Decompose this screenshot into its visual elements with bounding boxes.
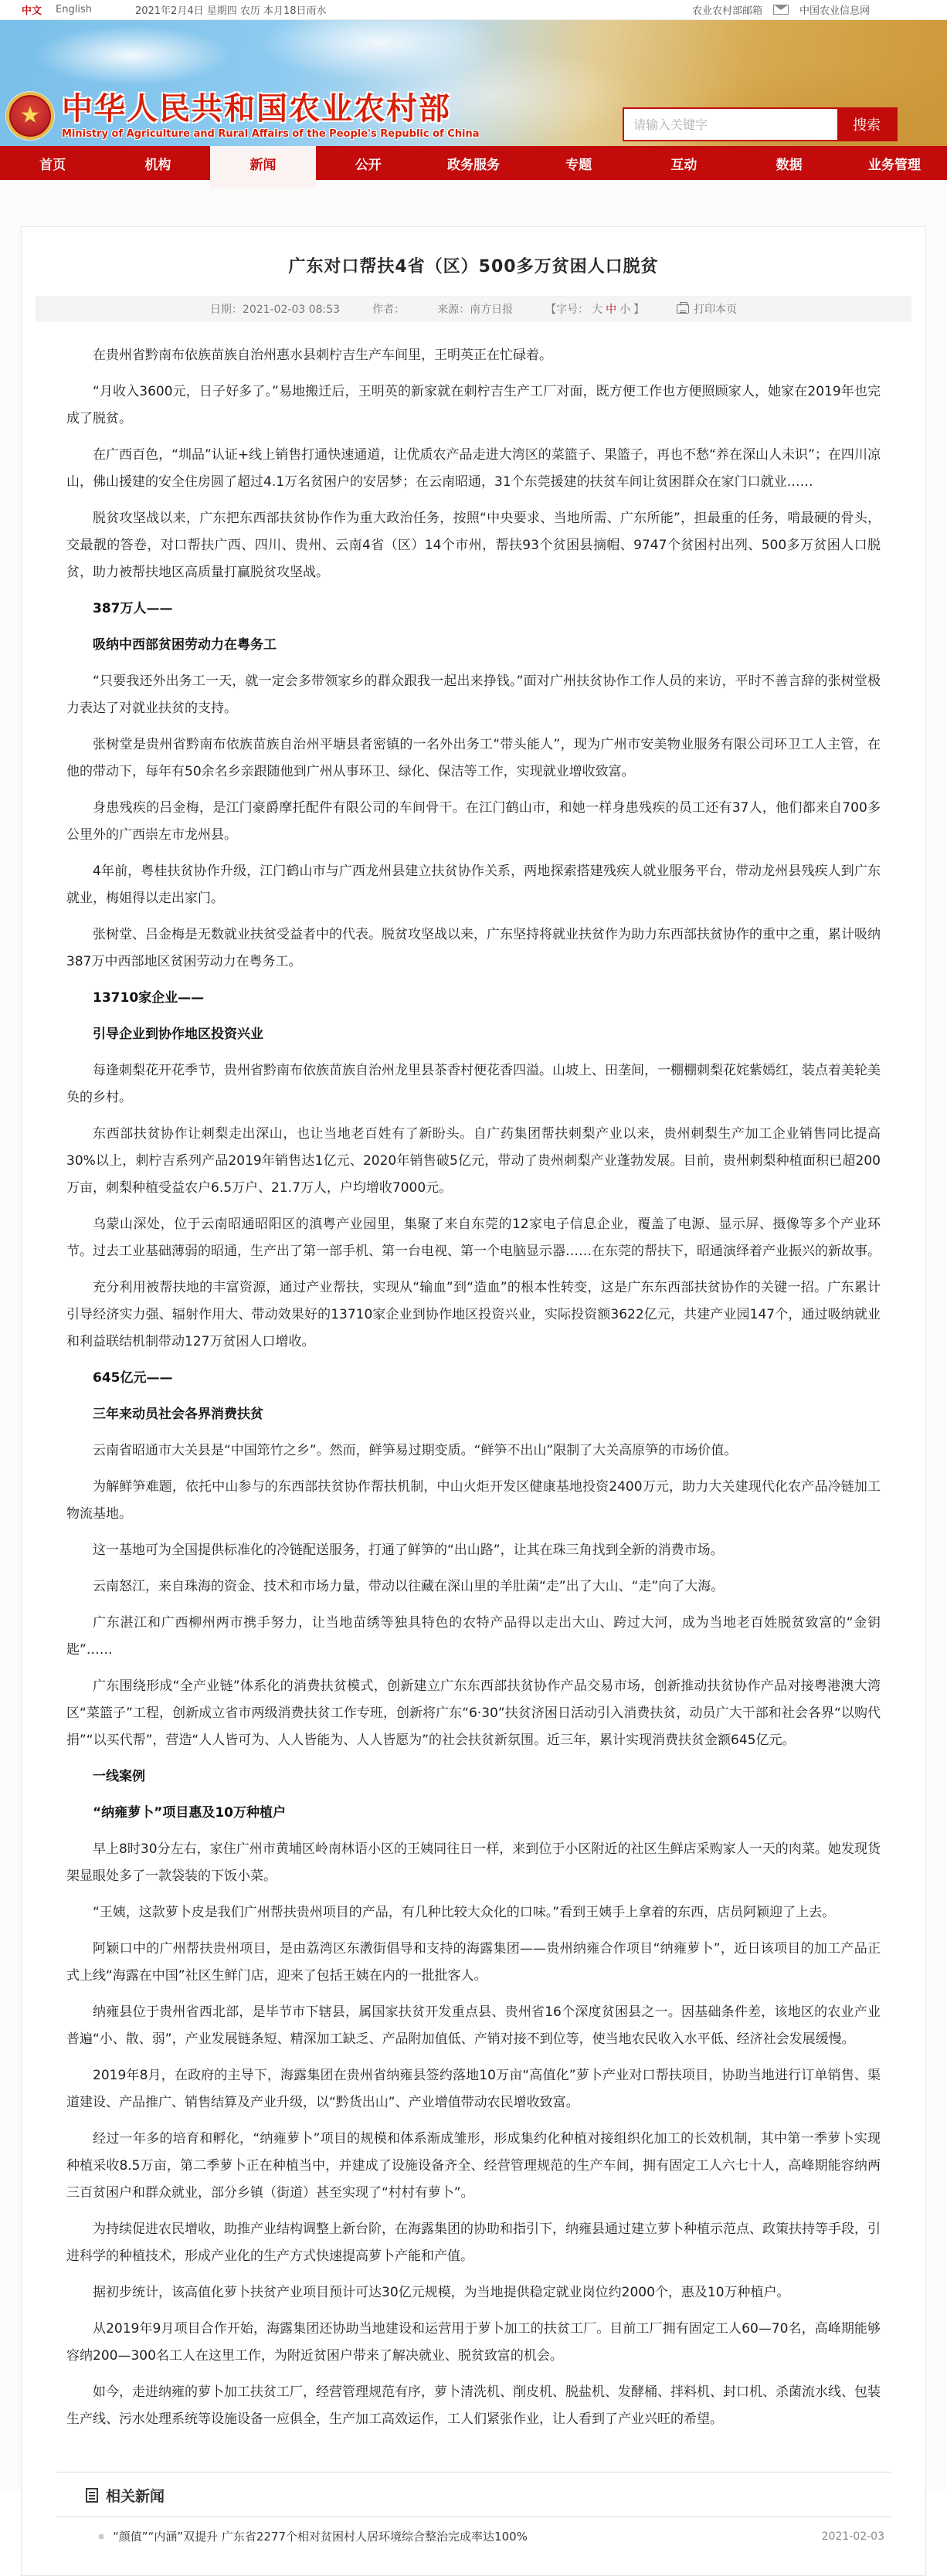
article-paragraph: 阿颖口中的广州帮扶贵州项目，是由荔湾区东漖街倡导和支持的海露集团——贵州纳雍合作项目“纳雍萝卜”，近日该项目的加工产品正式上线“海露在中国”社区生鲜门店，迎来了包括王姨在内的一批批客人。 (66, 1941, 881, 1984)
article-section-heading: 一线案例 (93, 1769, 145, 1784)
article-section-heading: 吸纳中西部贫困劳动力在粤务工 (93, 637, 277, 653)
meta-date: 日期：2021-02-03 08:53 (209, 304, 341, 316)
font-size-small-button[interactable]: 小 (619, 304, 631, 316)
date-text: 2021年2月4日 星期四 农历 本月18日雨水 (134, 5, 327, 17)
font-size-large-button[interactable]: 大 (592, 304, 603, 316)
article-paragraph: 这一基地可为全国提供标准化的冷链配送服务，打通了鲜笋的“出山路”，让其在珠三角找到全新的消费市场。 (93, 1543, 724, 1558)
nav-item-政务服务[interactable]: 政务服务 (446, 157, 500, 173)
article-section-heading: 引导企业到协作地区投资兴业 (93, 1027, 263, 1042)
font-size-control (545, 301, 644, 317)
article-paragraph: 张树堂是贵州省黔南布依族苗族自治州平塘县者密镇的一名外出务工“带头能人”，现为广州市安美物业服务有限公司环卫工人主管，在他的带动下，每年有50余名乡亲跟随他到广州从事环卫、绿化、保洁等工作，实现就业增收致富。 (66, 737, 881, 779)
nav-item-首页[interactable]: 首页 (39, 157, 66, 173)
nav-item-公开[interactable]: 公开 (355, 157, 382, 173)
article-paragraph: 张树堂、吕金梅是无数就业扶贫受益者中的代表。脱贫攻坚战以来，广东坚持将就业扶贫作为助力东西部扶贫协作的重中之重，累计吸纳387万中西部地区贫困劳动力在粤务工。 (66, 927, 881, 969)
envelope-icon[interactable] (773, 5, 789, 15)
header-banner (0, 20, 947, 146)
site-subtitle: Ministry of Agriculture and Rural Affairs of the People's Republic of China (62, 128, 480, 140)
article-paragraph: 脱贫攻坚战以来，广东把东西部扶贫协作作为重大政治任务，按照“中央要求、当地所需、广东所能”，担最重的任务，啃最硬的骨头，交最靓的答卷，对口帮扶广西、四川、贵州、云南4省（区）14个市州，帮扶93个贫困县摘帽、9747个贫困村出列、500多万贫困人口脱贫，助力被帮扶地区高质量打赢脱贫攻坚战。 (66, 511, 881, 580)
font-size-medium-button[interactable]: 中 (606, 304, 617, 316)
main-nav (0, 146, 947, 180)
article-section-heading: 645亿元—— (93, 1370, 173, 1386)
language-en-link[interactable]: English (56, 4, 92, 15)
font-size-prefix: 【字号： (545, 304, 589, 316)
article-paragraph: 经过一年多的培育和孵化，“纳雍萝卜”项目的规模和体系渐成雏形，形成集约化种植对接组织化加工的长效机制，其中第一季萝卜实现种植采收8.5万亩，第二季萝卜正在种植当中，并建成了设施设备齐全、经营管理规范的生产车间，拥有固定工人六七十人，高峰期能容纳两三百贫困户和群众就业，部分乡镇（街道）甚至实现了“村村有萝卜”。 (66, 2131, 881, 2201)
article-meta-bar (36, 296, 911, 322)
national-emblem-logo (6, 92, 54, 140)
related-news-item[interactable] (99, 2528, 884, 2544)
printer-icon (677, 304, 689, 314)
nav-item-新闻[interactable]: 新闻 (210, 146, 315, 180)
article-section-heading: 三年来动员社会各界消费扶贫 (93, 1407, 263, 1422)
article-paragraph: 为持续促进农民增收，助推产业结构调整上新台阶，在海露集团的协助和指引下，纳雍县通过建立萝卜种植示范点、政策扶持等手段，引进科学的种植技术，形成产业化的生产方式快速提高萝卜产能和产值。 (66, 2221, 881, 2264)
star-icon: ★ (19, 101, 41, 129)
nav-item-业务管理[interactable]: 业务管理 (867, 157, 921, 173)
article-paragraph: 广东湛江和广西柳州两市携手努力，让当地苗绣等独具特色的农特产品得以走出大山、跨过大河，成为当地老百姓脱贫致富的“金钥匙”…… (66, 1615, 881, 1658)
article-paragraph: 广东围绕形成“全产业链”体系化的消费扶贫模式，创新建立广东东西部扶贫协作产品交易市场，创新推动扶贫协作产品对接粤港澳大湾区“菜篮子”工程，创新成立省市两级消费扶贫工作专班，创新将广东“6·30”扶贫济困日活动引入消费扶贫，动员广大干部和社会各界“以购代捐”“以买代帮”，营造“人人皆可为、人人皆能为、人人皆愿为”的社会扶贫新氛围。近三年，累计实现消费扶贫金额645亿元。 (66, 1678, 881, 1748)
print-label: 打印本页 (694, 304, 738, 316)
article-section-heading: 13710家企业—— (93, 990, 205, 1006)
article-paragraph: 东西部扶贫协作让刺梨走出深山，也让当地老百姓有了新盼头。自广药集团帮扶刺梨产业以来，贵州刺梨生产加工企业销售同比提高30%以上，刺柠吉系列产品2019年销售达1亿元、2020年销售破5亿元，带动了贵州刺梨产业蓬勃发展。目前，贵州刺梨种植面积已超200万亩，刺梨种植受益农户6.5万户、21.7万人，户均增收7000元。 (66, 1126, 881, 1196)
bullet-square-icon (99, 2534, 104, 2539)
article-card (21, 226, 926, 2576)
print-button[interactable] (677, 301, 737, 317)
article-paragraph: 乌蒙山深处，位于云南昭通昭阳区的滇粤产业园里，集聚了来自东莞的12家电子信息企业，覆盖了电源、显示屏、摄像等多个产业环节。过去工业基础薄弱的昭通，生产出了第一部手机、第一台电视、第一个电脑显示器……在东莞的帮扶下，昭通演绎着产业振兴的新故事。 (66, 1217, 881, 1259)
related-news-link[interactable]: “颜值”“内涵”双提升 广东省2277个相对贫困村人居环境综合整治完成率达100% (113, 2530, 528, 2544)
font-size-suffix: 】 (633, 304, 645, 316)
article-paragraph: “只要我还外出务工一天，就一定会多带领家乡的群众跟我一起出来挣钱。”面对广州扶贫协作工作人员的来访，平时不善言辞的张树堂极力表达了对就业扶贫的支持。 (66, 674, 881, 716)
article-paragraph: 据初步统计，该高值化萝卜扶贫产业项目预计可达30亿元规模，为当地提供稳定就业岗位约2000个，惠及10万种植户。 (93, 2285, 790, 2300)
article-section-heading: 387万人—— (93, 601, 173, 616)
related-news-date: 2021-02-03 (821, 2530, 884, 2543)
related-news-title: 相关新闻 (106, 2488, 165, 2505)
meta-source: 来源：南方日报 (437, 304, 514, 316)
search-input[interactable] (624, 109, 837, 140)
nav-item-机构[interactable]: 机构 (144, 157, 171, 173)
article-paragraph: 为解鲜笋难题，依托中山参与的东西部扶贫协作帮扶机制，中山火炬开发区健康基地投资2400万元，助力大关建现代化农产品冷链加工物流基地。 (66, 1479, 881, 1522)
article-paragraph: 身患残疾的吕金梅，是江门豪爵摩托配件有限公司的车间骨干。在江门鹤山市，和她一样身患残疾的员工还有37人，他们都来自700多公里外的广西崇左市龙州县。 (66, 800, 881, 843)
article-section-heading: “纳雍萝卜”项目惠及10万种植户 (93, 1805, 287, 1821)
article-paragraph: 从2019年9月项目合作开始，海露集团还协助当地建设和运营用于萝卜加工的扶贫工厂。目前工厂拥有固定工人60—70名，高峰期能够容纳200—300名工人在这里工作，为附近贫困户带来了解决就业、脱贫致富的机会。 (66, 2321, 881, 2364)
meta-author: 作者： (372, 304, 406, 316)
article-paragraph: 云南省昭通市大关县是“中国筇竹之乡”。然而，鲜笋易过期变质。“鲜笋不出山”限制了大关高原笋的市场价值。 (93, 1443, 738, 1458)
article-body (22, 322, 925, 2449)
search-button[interactable]: 搜索 (837, 109, 896, 140)
article-paragraph: 在广西百色，“圳品”认证+线上销售打通快速通道，让优质农产品走进大湾区的菜篮子、果篮子，再也不愁“养在深山人未识”；在四川凉山，佛山援建的安全住房圆了超过4.1万名贫困户的安居梦；在云南昭通，31个东莞援建的扶贫车间让贫困群众在家门口就业…… (66, 447, 881, 490)
article-paragraph: 在贵州省黔南布依族苗族自治州惠水县刺柠吉生产车间里，王明英正在忙碌着。 (93, 348, 552, 363)
nav-item-互动[interactable]: 互动 (670, 157, 698, 173)
article-paragraph: 充分利用被帮扶地的丰富资源，通过产业帮扶，实现从“输血”到“造血”的根本性转变，这是广东东西部扶贫协作的关键一招。广东累计引导经济实力强、辐射作用大、带动效果好的13710家企业到协作地区投资兴业，实际投资额3622亿元，共建产业园147个，通过吸纳就业和利益联结机制带动127万贫困人口增收。 (66, 1280, 881, 1349)
top-utility-bar (0, 0, 947, 20)
nav-item-数据[interactable]: 数据 (776, 157, 803, 173)
search-box (623, 107, 898, 141)
related-list (56, 2517, 891, 2544)
agri-info-site-link[interactable]: 中国农业信息网 (799, 5, 870, 17)
article-paragraph: 纳雍县位于贵州省西北部，是毕节市下辖县，属国家扶贫开发重点县、贵州省16个深度贫困县之一。因基础条件差，该地区的农业产业普遍“小、散、弱”，产业发展链条短、精深加工缺乏、产品附加值低、产销对接不到位等，使当地农民收入水平低、经济社会发展缓慢。 (66, 2004, 881, 2047)
nav-item-专题[interactable]: 专题 (565, 157, 592, 173)
article-paragraph: 早上8时30分左右，家住广州市黄埔区岭南林语小区的王姨同往日一样，来到位于小区附近的社区生鲜店采购家人一天的肉菜。她发现货架显眼处多了一款袋装的下饭小菜。 (66, 1841, 881, 1884)
language-zh-link[interactable]: 中文 (22, 5, 42, 17)
article-paragraph: 4年前，粤桂扶贫协作升级，江门鹤山市与广西龙州县建立扶贫协作关系，两地探索搭建残疾人就业服务平台，带动龙州县残疾人到广东就业，梅姐得以走出家门。 (66, 864, 881, 906)
article-paragraph: 如今，走进纳雍的萝卜加工扶贫工厂，经营管理规范有序，萝卜清洗机、削皮机、脱盐机、发酵桶、拌料机、封口机、杀菌流水线、包装生产线、污水处理系统等设施设备一应俱全，生产加工高效运作，工人们紧张作业，让人看到了产业兴旺的希望。 (66, 2384, 881, 2427)
article-paragraph: “月收入3600元，日子好多了。”易地搬迁后，王明英的新家就在刺柠吉生产工厂对面，既方便工作也方便照顾家人，她家在2019年也完成了脱贫。 (66, 384, 881, 426)
article-paragraph: 每逢刺梨花开花季节，贵州省黔南布依族苗族自治州龙里县茶香村便花香四溢。山坡上、田垄间，一棚棚刺梨花姹紫嫣红，装点着美轮美奂的乡村。 (66, 1063, 881, 1105)
mailbox-link[interactable]: 农业农村部邮箱 (691, 5, 762, 17)
site-title: 中华人民共和国农业农村部 (62, 91, 451, 127)
page-title: 广东对口帮扶4省（区）500多万贫困人口脱贫 (288, 257, 659, 277)
article-paragraph: 云南怒江，来自珠海的资金、技术和市场力量，带动以往藏在深山里的羊肚菌“走”出了大山、“走”向了大海。 (93, 1579, 725, 1594)
article-paragraph: 2019年8月，在政府的主导下，海露集团在贵州省纳雍县签约落地10万亩“高值化”萝卜产业对口帮扶项目，协助当地进行订单销售、渠道建设、产品推广、销售结算及产业升级，以“黔货出山”、产业增值带动农民增收致富。 (66, 2068, 881, 2110)
article-paragraph: “王姨，这款萝卜皮是我们广州帮扶贵州项目的产品，有几种比较大众化的口味。”看到王姨手上拿着的东西，店员阿颖迎了上去。 (93, 1905, 836, 1920)
related-news-section (56, 2472, 891, 2544)
